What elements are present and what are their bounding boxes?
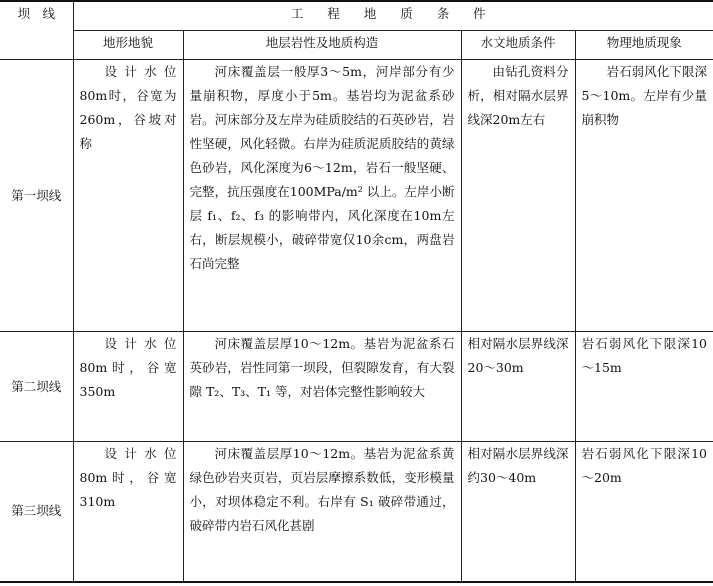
col-header-topography: 地形地貌: [73, 31, 183, 60]
topography-cell: 设计水位80m时，谷宽350m: [73, 332, 183, 442]
lithology-cell: 河床覆盖层一般厚3～5m，河岸部分有少量崩积物，厚度小于5m。基岩均为泥盆系砂岩。河床部分及左岸为硅质胶结的石英砂岩，岩性坚硬，风化轻微。右岸为硅质泥质胶结的黄绿色砂岩，风化深度为6～12m，岩石一般坚硬、完整，抗压强度在100MPa/m² 以上。左岸小断层 f₁、f₂、f₃ 的影响带内，风化深度在10m左右，断层规模小，破碎带宽仅10余cm，两盘岩石尚完整: [183, 60, 461, 332]
engineering-geology-header: 工 程 地 质 条 件: [73, 1, 713, 31]
col-header-lithology: 地层岩性及地质构造: [183, 31, 461, 60]
dam-line-header: 坝 线: [0, 1, 73, 60]
physical-cell: 岩石弱风化下限深5～10m。左岸有少量崩积物: [575, 60, 713, 332]
topography-cell: 设计水位80m时，谷宽为260m，谷坡对称: [73, 60, 183, 332]
table-row: [0, 60, 713, 332]
col-header-hydrogeology: 水文地质条件: [461, 31, 575, 60]
dam-line-name: 第一坝线: [0, 60, 73, 332]
hydrogeology-cell: 相对隔水层界线深约30～40m: [461, 442, 575, 582]
physical-cell: 岩石弱风化下限深10～20m: [575, 442, 713, 582]
hydrogeology-cell: 由钻孔资料分析，相对隔水层界线深20m左右: [461, 60, 575, 332]
topography-cell: 设计水位80m时，谷宽310m: [73, 442, 183, 582]
table-row: [0, 442, 713, 582]
hydrogeology-cell: 相对隔水层界线深20～30m: [461, 332, 575, 442]
dam-line-name: 第二坝线: [0, 332, 73, 442]
col-header-physical: 物理地质现象: [575, 31, 713, 60]
table-row: [0, 332, 713, 442]
physical-cell: 岩石弱风化下限深10～15m: [575, 332, 713, 442]
lithology-cell: 河床覆盖层厚10～12m。基岩为泥盆系石英砂岩，岩性同第一坝段，但裂隙发育，有大裂隙 T₂、T₃、T₁ 等，对岩体完整性影响较大: [183, 332, 461, 442]
dam-line-name: 第三坝线: [0, 442, 73, 582]
lithology-cell: 河床覆盖层厚10～12m。基岩为泥盆系黄绿色砂岩夹页岩，页岩层摩擦系数低，变形模量小，对坝体稳定不利。右岸有 S₁ 破碎带通过，破碎带内岩石风化甚剧: [183, 442, 461, 582]
